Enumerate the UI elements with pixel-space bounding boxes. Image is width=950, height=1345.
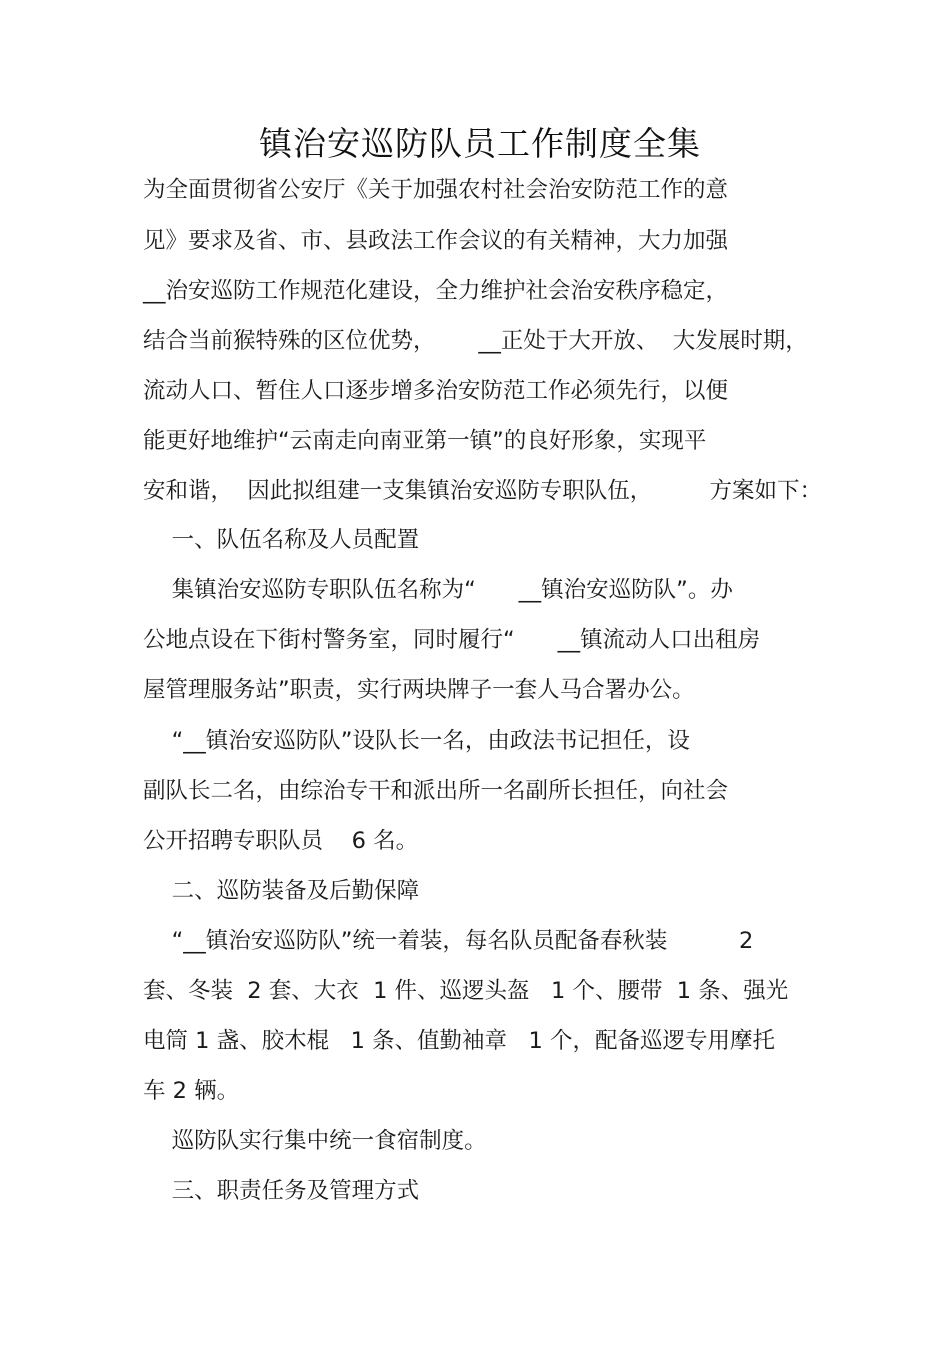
paragraph-line: “__镇治安巡防队”设队长一名，由政法书记担任，设 — [143, 728, 690, 754]
paragraph-line: “__镇治安巡防队”统一着装，每名队员配备春秋装 2 — [143, 928, 754, 954]
paragraph-line: 为全面贯彻省公安厅《关于加强农村社会治安防范工作的意 — [143, 177, 729, 203]
paragraph-line: 流动人口、暂住人口逐步增多治安防范工作必须先行，以便 — [143, 378, 729, 404]
paragraph-line: 副队长二名，由综治专干和派出所一名副所长担任，向社会 — [143, 778, 729, 804]
paragraph-line: 能更好地维护“云南走向南亚第一镇”的良好形象，实现平 — [143, 428, 707, 454]
paragraph-line: 屋管理服务站”职责，实行两块牌子一套人马合署办公。 — [143, 677, 695, 703]
section-heading-1: 一、队伍名称及人员配置 — [143, 527, 420, 553]
paragraph-line: 车 2 辆。 — [143, 1078, 240, 1104]
paragraph-line: 结合当前猴特殊的区位优势， __正处于大开放、 大发展时期， — [143, 328, 808, 354]
paragraph-line: 公地点设在下街村警务室，同时履行“ __镇流动人口出租房 — [143, 627, 761, 653]
paragraph-line: 公开招聘专职队员 6 名。 — [143, 828, 419, 854]
paragraph-line: 见》要求及省、市、县政法工作会议的有关精神，大力加强 — [143, 228, 729, 254]
paragraph-line: 巡防队实行集中统一食宿制度。 — [143, 1128, 487, 1154]
section-heading-3: 三、职责任务及管理方式 — [143, 1178, 420, 1204]
section-heading-2: 二、巡防装备及后勤保障 — [143, 878, 420, 904]
paragraph-line: __治安巡防工作规范化建设，全力维护社会治安秩序稳定， — [143, 278, 729, 304]
paragraph-line: 集镇治安巡防专职队伍名称为“ __镇治安巡防队”。办 — [143, 577, 733, 603]
document-title: 镇治安巡防队员工作制度全集 — [259, 124, 701, 163]
paragraph-line: 套、冬装 2 套、大衣 1 件、巡逻头盔 1 个、腰带 1 条、强光 — [143, 978, 789, 1004]
paragraph-line: 电筒 1 盏、胶木棍 1 条、值勤袖章 1 个，配备巡逻专用摩托 — [143, 1028, 775, 1054]
paragraph-line: 安和谐， 因此拟组建一支集镇治安巡防专职队伍， 方案如下： — [143, 478, 823, 504]
